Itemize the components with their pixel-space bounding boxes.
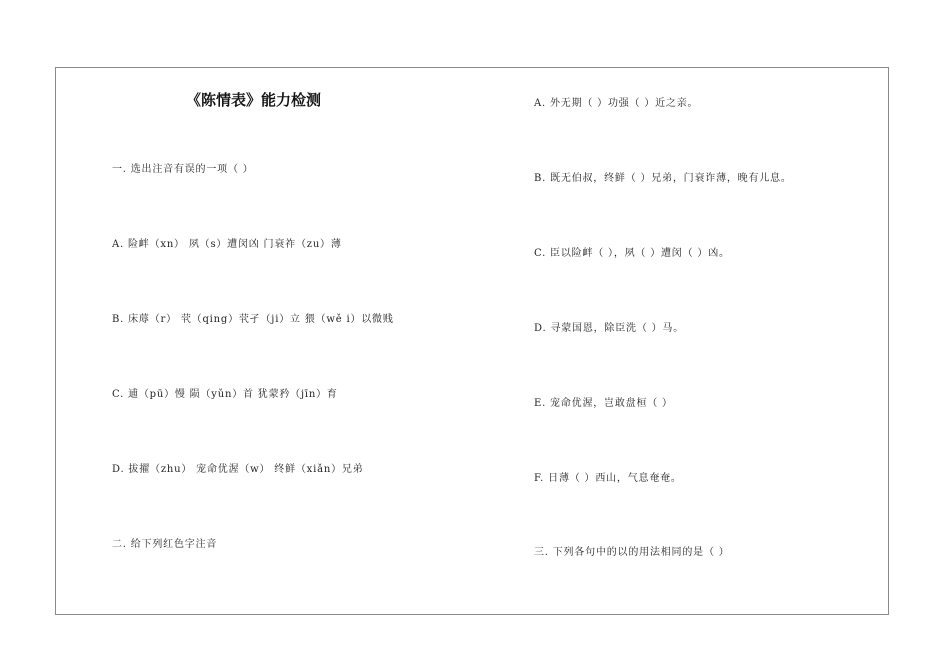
page-title: 《陈情表》能力检测: [186, 91, 322, 109]
annotation-item-d: D. 寻蒙国恩，除臣洗（ ）马。: [534, 323, 684, 334]
question-1-option-b: B. 床蓐（r） 茕（qing）茕孑（ji）立 猥（wě i）以微贱: [112, 314, 394, 325]
question-2: 二. 给下列红色字注音: [112, 539, 218, 550]
page-frame: [55, 67, 889, 615]
question-1-option-d: D. 拔擢（zhu） 宠命优渥（w） 终鲜（xiǎn）兄弟: [112, 464, 364, 475]
annotation-item-e: E. 宠命优渥，岂敢盘桓（ ）: [534, 398, 673, 409]
annotation-item-a: A. 外无期（ ）功强（ ）近之亲。: [534, 98, 699, 109]
annotation-item-c: C. 臣以险衅（ ），夙（ ）遭闵（ ）凶。: [534, 248, 730, 259]
annotation-item-b: B. 既无伯叔，终鲜（ ）兄弟，门衰诈薄，晚有儿息。: [534, 173, 792, 184]
question-3: 三. 下列各句中的以的用法相同的是（ ）: [534, 547, 730, 558]
question-1-option-a: A. 险衅（xn） 夙（s）遭闵凶 门衰祚（zu）薄: [112, 239, 342, 250]
question-1: 一. 选出注音有误的一项（ ）: [112, 164, 254, 175]
question-1-option-c: C. 逋（pū）慢 陨（yǔn）首 犹蒙矜（jīn）育: [112, 389, 338, 400]
annotation-item-f: F. 日薄（ ）西山，气息奄奄。: [534, 473, 682, 484]
